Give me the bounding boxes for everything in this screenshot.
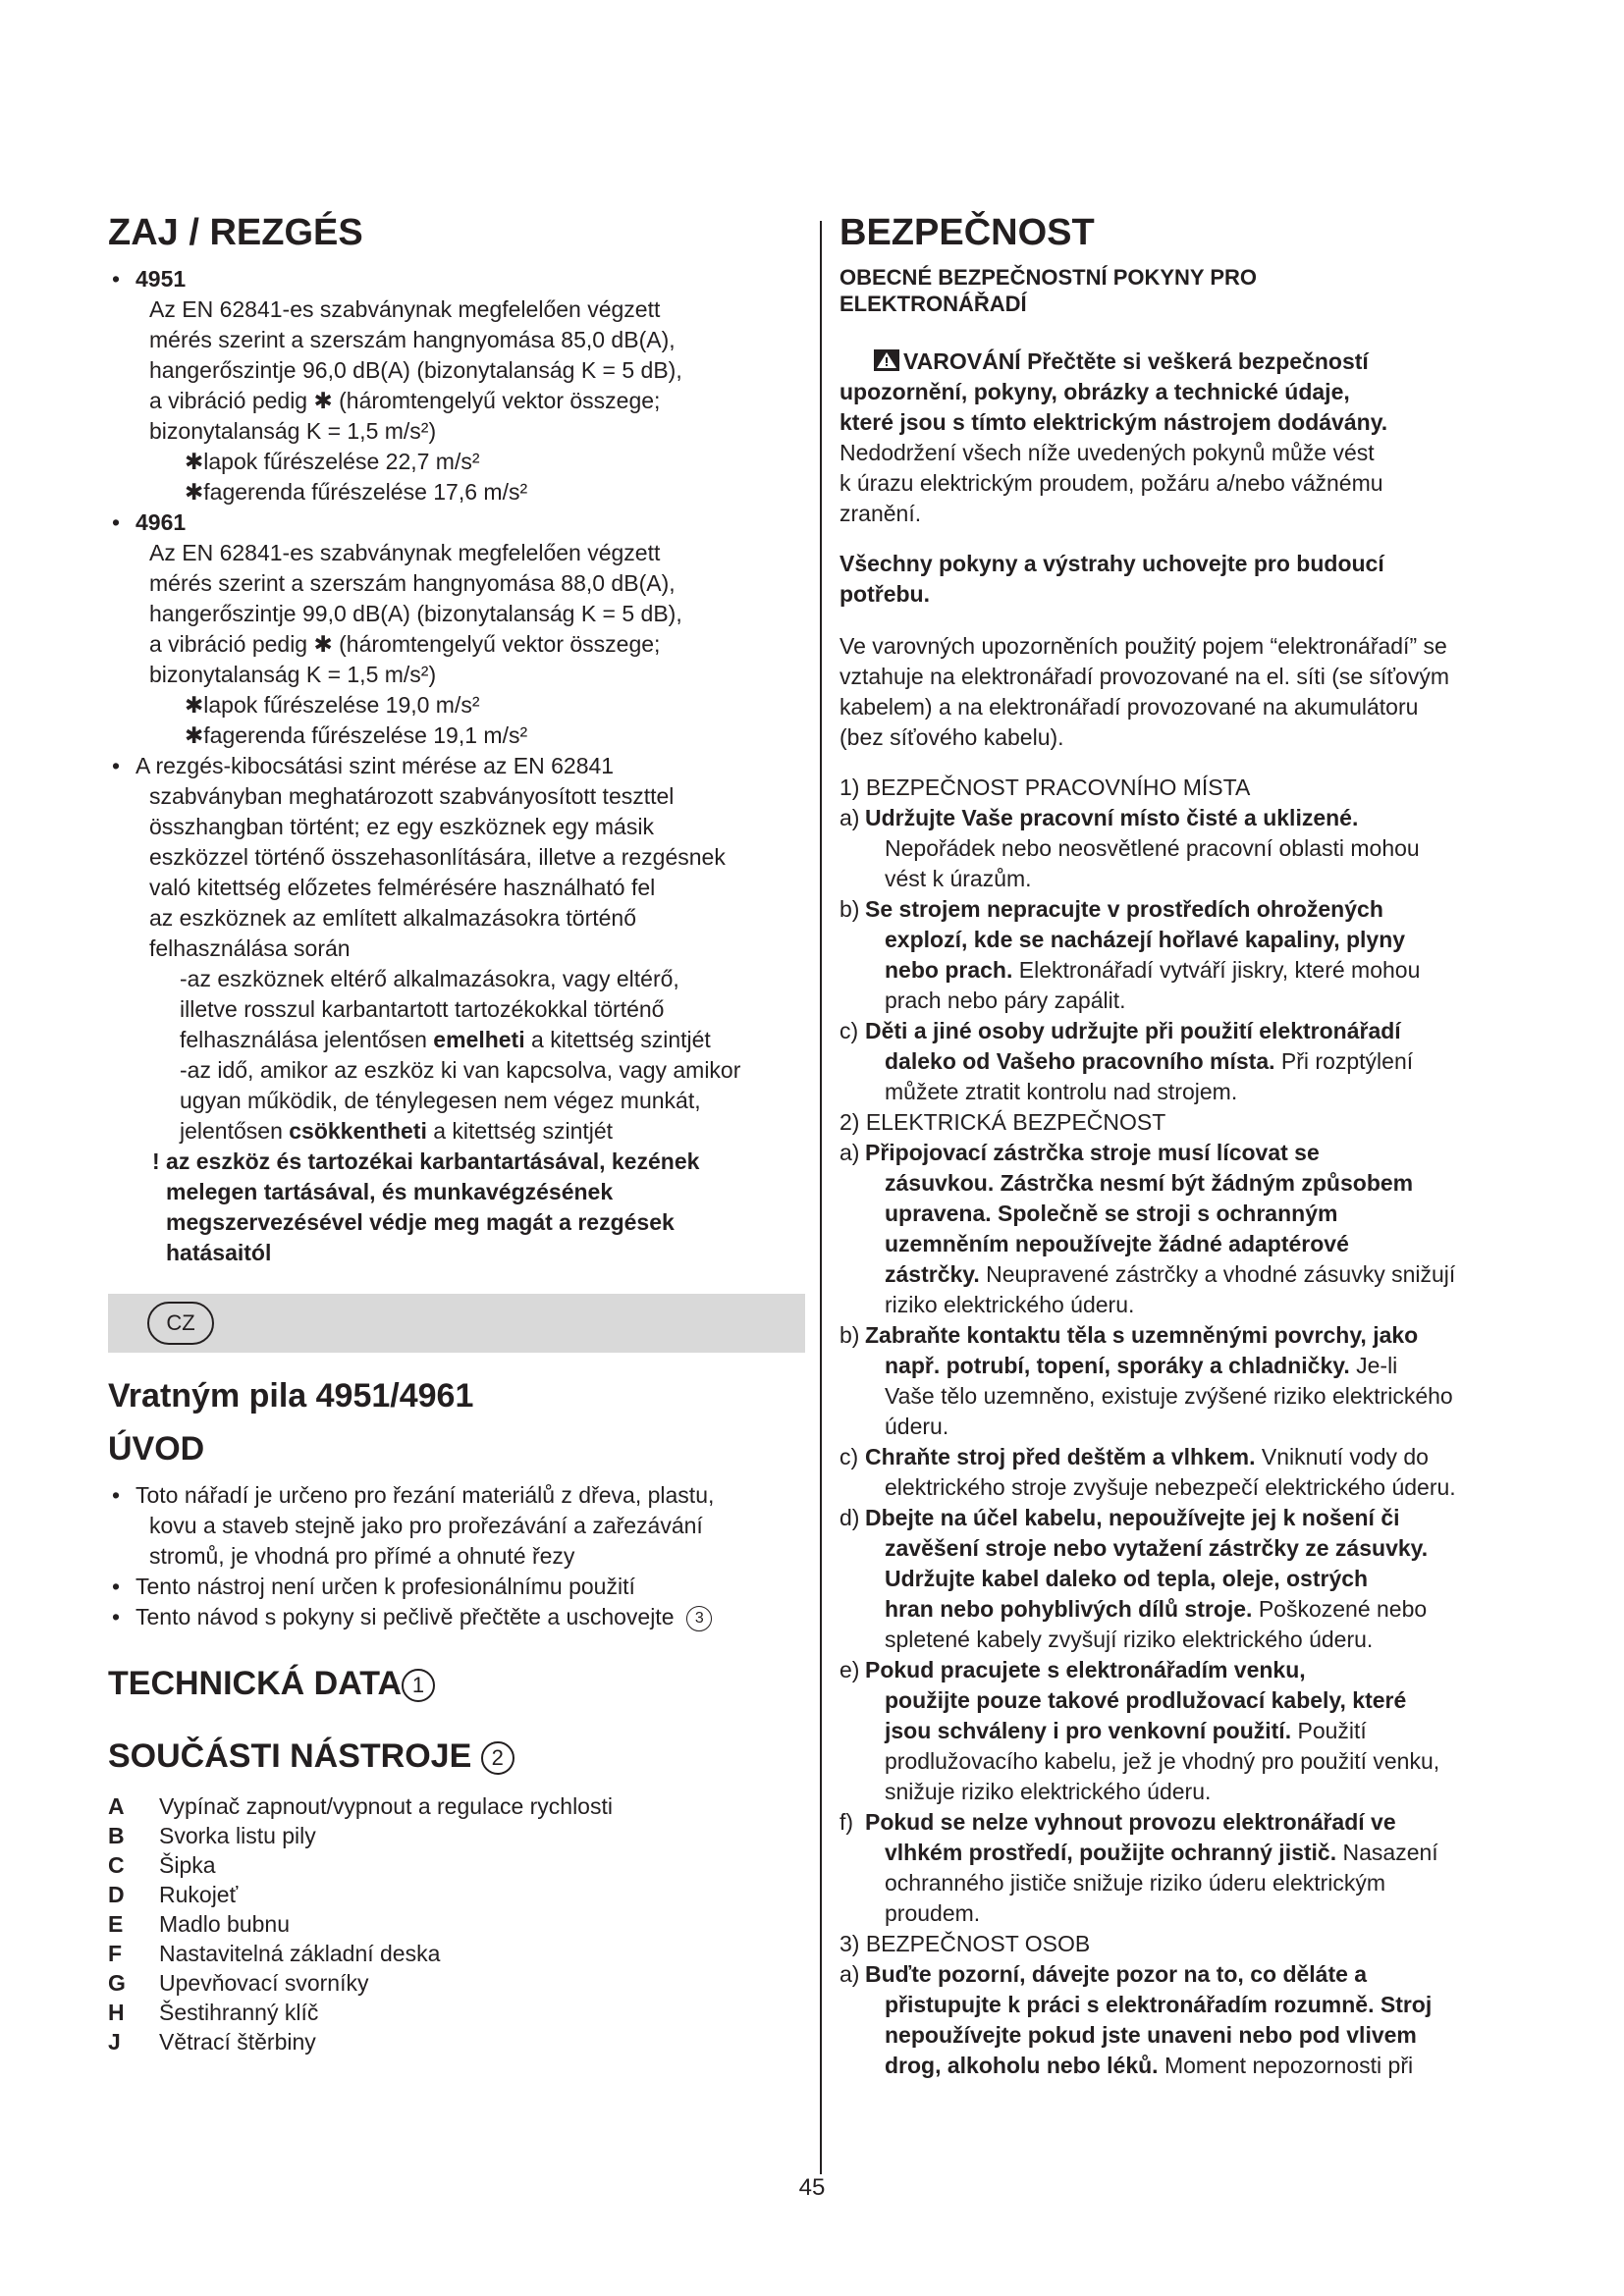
text-line: stromů, je vhodná pro přímé a ohnuté řezy <box>149 1543 575 1569</box>
figure-ref-icon: 2 <box>481 1741 514 1775</box>
model-4961-block <box>108 507 805 751</box>
text-line: Nedodržení všech níže uvedených pokynů může vést <box>839 440 1375 465</box>
keep-instructions: Všechny pokyny a výstrahy uchovejte pro budoucí potřebu. <box>839 551 1384 607</box>
warning-line: megszervezésével védje meg magát a rezgések <box>166 1209 675 1235</box>
text-line: kovu a staveb stejně jako pro prořezávání a zařezávání <box>149 1513 703 1538</box>
text-line: které jsou s tímto elektrickým nástrojem dodávány. <box>839 409 1388 435</box>
text-line: bizonytalanság K = 1,5 m/s²) <box>149 662 437 687</box>
text-line: a vibráció pedig ✱ (háromtengelyű vektor összege; <box>149 631 661 657</box>
part-key: E <box>108 1911 124 1937</box>
text-line: k úrazu elektrickým proudem, požáru a/nebo vážnému <box>839 470 1383 496</box>
part-label: Šestihranný klíč <box>159 2000 319 2025</box>
text-line: Toto nářadí je určeno pro řezání materiálů z dřeva, plastu, <box>135 1482 715 1508</box>
model-number: 4951 <box>135 266 187 292</box>
bullet-icon: • <box>112 1574 121 1599</box>
part-row <box>108 1909 805 1939</box>
part-row <box>108 1939 805 1968</box>
section-heading: 1) BEZPEČNOST PRACOVNÍHO MÍSTA <box>839 774 1251 800</box>
vibration-value: ✱lapok fűrészelése 19,0 m/s² <box>185 692 480 718</box>
warning-block: VAROVÁNÍ Přečtěte si veškerá bezpečností upozornění, pokyny, obrázky a technické údaje, které jsou s tímto elektrickým nástrojem dodávány. Nedodržení všech níže uvedených pokynů může vést k úrazu elektrickým proudem, požáru a/nebo vážnému zranění. <box>839 347 1546 529</box>
text-line: Az EN 62841-es szabványnak megfelelően végzett <box>149 296 661 322</box>
model-number: 4961 <box>135 509 187 535</box>
text-line: jelentősen csökkentheti a kitettség szintjét <box>180 1118 614 1144</box>
text-line: összhangban történt; ez egy eszköznek egy másik <box>149 814 654 839</box>
part-key: A <box>108 1793 125 1819</box>
text-line: hangerőszintje 96,0 dB(A) (bizonytalanság K = 5 dB), <box>149 357 682 383</box>
bullet-icon: • <box>112 753 121 778</box>
text-line: szabványban meghatározott szabványosított teszttel <box>149 783 675 809</box>
page-number: 45 <box>798 2174 826 2201</box>
part-row <box>108 1968 805 1998</box>
safety-title: BEZPEČNOST <box>839 212 1095 253</box>
tech-data-title: TECHNICKÁ DATA 1 <box>108 1662 805 1705</box>
text-line: -az eszköznek eltérő alkalmazásokra, vagy eltérő, <box>180 966 679 991</box>
section-heading: 2) ELEKTRICKÁ BEZPEČNOST <box>839 1109 1166 1135</box>
parts-list <box>108 1791 805 2056</box>
figure-ref-icon: 1 <box>402 1669 435 1702</box>
text-line: hangerőszintje 99,0 dB(A) (bizonytalanság K = 5 dB), <box>149 601 682 626</box>
part-row <box>108 2027 805 2056</box>
figure-ref-icon: 3 <box>686 1606 712 1631</box>
warning-triangle-icon <box>874 349 899 371</box>
bullet-icon: • <box>112 1482 121 1508</box>
text-line: Tento nástroj není určen k profesionálnímu použití <box>135 1574 635 1599</box>
part-row <box>108 1880 805 1909</box>
part-row <box>108 1850 805 1880</box>
right-column <box>839 211 1546 2081</box>
text-line: ugyan működik, de ténylegesen nem végez munkát, <box>180 1088 701 1113</box>
part-key: D <box>108 1882 125 1907</box>
warning-line: ! az eszköz és tartozékai karbantartásával, kezének <box>152 1148 700 1174</box>
vibration-note-block <box>108 751 805 1268</box>
warning-line: melegen tartásával, és munkavégzésének <box>166 1179 614 1204</box>
text-line: felhasználása során <box>149 935 351 961</box>
intro-bullet <box>108 1572 805 1602</box>
safety-item-2a: a) Připojovací zástrčka stroje musí lícovat se zásuvkou. Zástrčka nesmí být žádným způsobem upravena. Společně se stroji s ochranným uzemněním nepoužívejte žádné adaptérové zástrčky. Neupravené zástrčky a vhodné zásuvky snižují riziko elektrického úderu. <box>839 1140 1456 1317</box>
parts-title: SOUČÁSTI NÁSTROJE 2 <box>108 1735 805 1778</box>
text-line: eszközzel történő összehasonlítására, illetve a rezgésnek <box>149 844 726 870</box>
bullet-icon: • <box>112 1604 121 1629</box>
safety-item-2b: b) Zabraňte kontaktu těla s uzemněnými povrchy, jako např. potrubí, topení, sporáky a chladničky. Je-li Vaše tělo uzemněno, existuje zvýšené riziko elektrického úderu. <box>839 1322 1453 1439</box>
bullet-icon: • <box>112 509 121 535</box>
vibration-value: ✱lapok fűrészelése 22,7 m/s² <box>185 449 480 474</box>
part-label: Šipka <box>159 1852 216 1878</box>
text-line: mérés szerint a szerszám hangnyomása 85,0 dB(A), <box>149 327 676 352</box>
part-key: B <box>108 1823 125 1848</box>
text-line: zranění. <box>839 501 922 526</box>
language-bar <box>108 1294 805 1353</box>
safety-item-2c: c) Chraňte stroj před deštěm a vlhkem. Vniknutí vody do elektrického stroje zvyšuje nebezpečí elektrického úderu. <box>839 1444 1456 1500</box>
text-line: mérés szerint a szerszám hangnyomása 88,0 dB(A), <box>149 570 676 596</box>
part-label: Nastavitelná základní deska <box>159 1941 441 1966</box>
text-line: illetve rosszul karbantartott tartozékokkal történő <box>180 996 665 1022</box>
part-key: H <box>108 2000 125 2025</box>
safety-subtitle: OBECNÉ BEZPEČNOSTNÍ POKYNY PRO ELEKTRONÁŘADÍ <box>839 265 1257 316</box>
part-row <box>108 1998 805 2027</box>
safety-item-1a: a) Udržujte Vaše pracovní místo čisté a uklizené. Nepořádek nebo neosvětlené pracovní oblasti mohou vést k úrazům. <box>839 805 1420 891</box>
safety-item-2f: f) Pokud se nelze vyhnout provozu elektronářadí ve vlhkém prostředí, použijte ochranný jistič. Nasazení ochranného jističe snižuje riziko úderu elektrickým proudem. <box>839 1809 1438 1926</box>
part-key: C <box>108 1852 125 1878</box>
part-label: Větrací štěrbiny <box>159 2029 316 2055</box>
text-line: Tento návod s pokyny si pečlivě přečtěte a uschovejte 3 <box>135 1602 805 1632</box>
part-label: Madlo bubnu <box>159 1911 290 1937</box>
text-line: -az idő, amikor az eszköz ki van kapcsolva, vagy amikor <box>180 1057 741 1083</box>
vibration-value: ✱fagerenda fűrészelése 19,1 m/s² <box>185 722 528 748</box>
section-heading: 3) BEZPEČNOST OSOB <box>839 1931 1091 1956</box>
intro-title: ÚVOD <box>108 1430 205 1468</box>
text-line: való kitettség előzetes felmérésére használható fel <box>149 875 656 900</box>
warning-line: hatásaitól <box>166 1240 272 1265</box>
column-divider <box>820 221 822 2174</box>
part-key: G <box>108 1970 126 1996</box>
safety-item-3a: a) Buďte pozorní, dávejte pozor na to, co děláte a přistupujte k práci s elektronářadím rozumně. Stroj nepoužívejte pokud jste unaveni nebo pod vlivem drog, alkoholu nebo léků. Moment nepozornosti při <box>839 1961 1433 2078</box>
term-definition: Ve varovných upozorněních použitý pojem “elektronářadí” se vztahuje na elektronářadí provozované na el. síti (se síťovým kabelem) a na elektronářadí provozované na akumulátoru (bez síťového kabelu). <box>839 633 1449 750</box>
part-label: Rukojeť <box>159 1882 239 1907</box>
safety-item-2d: d) Dbejte na účel kabelu, nepoužívejte jej k nošení či zavěšení stroje nebo vytažení zástrčky ze zásuvky. Udržujte kabel daleko od tepla, oleje, ostrých hran nebo pohyblivých dílů stroje. Poškozené nebo spletené kabely zvyšují riziko elektrického úderu. <box>839 1505 1429 1652</box>
vibration-value: ✱fagerenda fűrészelése 17,6 m/s² <box>185 479 528 505</box>
model-4951-block <box>108 264 805 507</box>
part-label: Svorka listu pily <box>159 1823 316 1848</box>
text-line: az eszköznek az említett alkalmazásokra történő <box>149 905 637 931</box>
intro-bullet <box>108 1480 805 1572</box>
bullet-icon: • <box>112 266 121 292</box>
text-line: upozornění, pokyny, obrázky a technické údaje, <box>839 379 1350 404</box>
intro-bullet <box>108 1602 805 1632</box>
text-line: felhasználása jelentősen emelheti a kitettség szintjét <box>180 1027 711 1052</box>
part-label: Vypínač zapnout/vypnout a regulace rychlosti <box>159 1793 613 1819</box>
safety-item-1c: c) Děti a jiné osoby udržujte při použití elektronářadí daleko od Vašeho pracovního místa. Při rozptýlení můžete ztratit kontrolu nad strojem. <box>839 1018 1414 1104</box>
safety-item-1b: b) Se strojem nepracujte v prostředích ohrožených explozí, kde se nacházejí hořlavé kapaliny, plyny nebo prach. Elektronářadí vytváří jiskry, které mohou prach nebo páry zapálit. <box>839 896 1421 1013</box>
text-line: a vibráció pedig ✱ (háromtengelyű vektor összege; <box>149 388 661 413</box>
part-label: Upevňovací svorníky <box>159 1970 369 1996</box>
text-line: bizonytalanság K = 1,5 m/s²) <box>149 418 437 444</box>
product-title: Vratným pila 4951/4961 <box>108 1377 474 1415</box>
part-key: F <box>108 1941 123 1966</box>
left-column <box>108 211 805 2056</box>
text-line: Az EN 62841-es szabványnak megfelelően végzett <box>149 540 661 565</box>
part-row <box>108 1791 805 1821</box>
safety-item-2e: e) Pokud pracujete s elektronářadím venku, použijte pouze takové prodlužovací kabely, které jsou schváleny i pro venkovní použití. Použití prodlužovacího kabelu, jež je vhodný pro použití venku, snižuje riziko elektrického úderu. <box>839 1657 1440 1804</box>
part-key: J <box>108 2029 121 2055</box>
text-line: A rezgés-kibocsátási szint mérése az EN 62841 <box>135 753 615 778</box>
part-row <box>108 1821 805 1850</box>
noise-title: ZAJ / REZGÉS <box>108 212 363 253</box>
cz-badge: CZ <box>147 1302 214 1345</box>
